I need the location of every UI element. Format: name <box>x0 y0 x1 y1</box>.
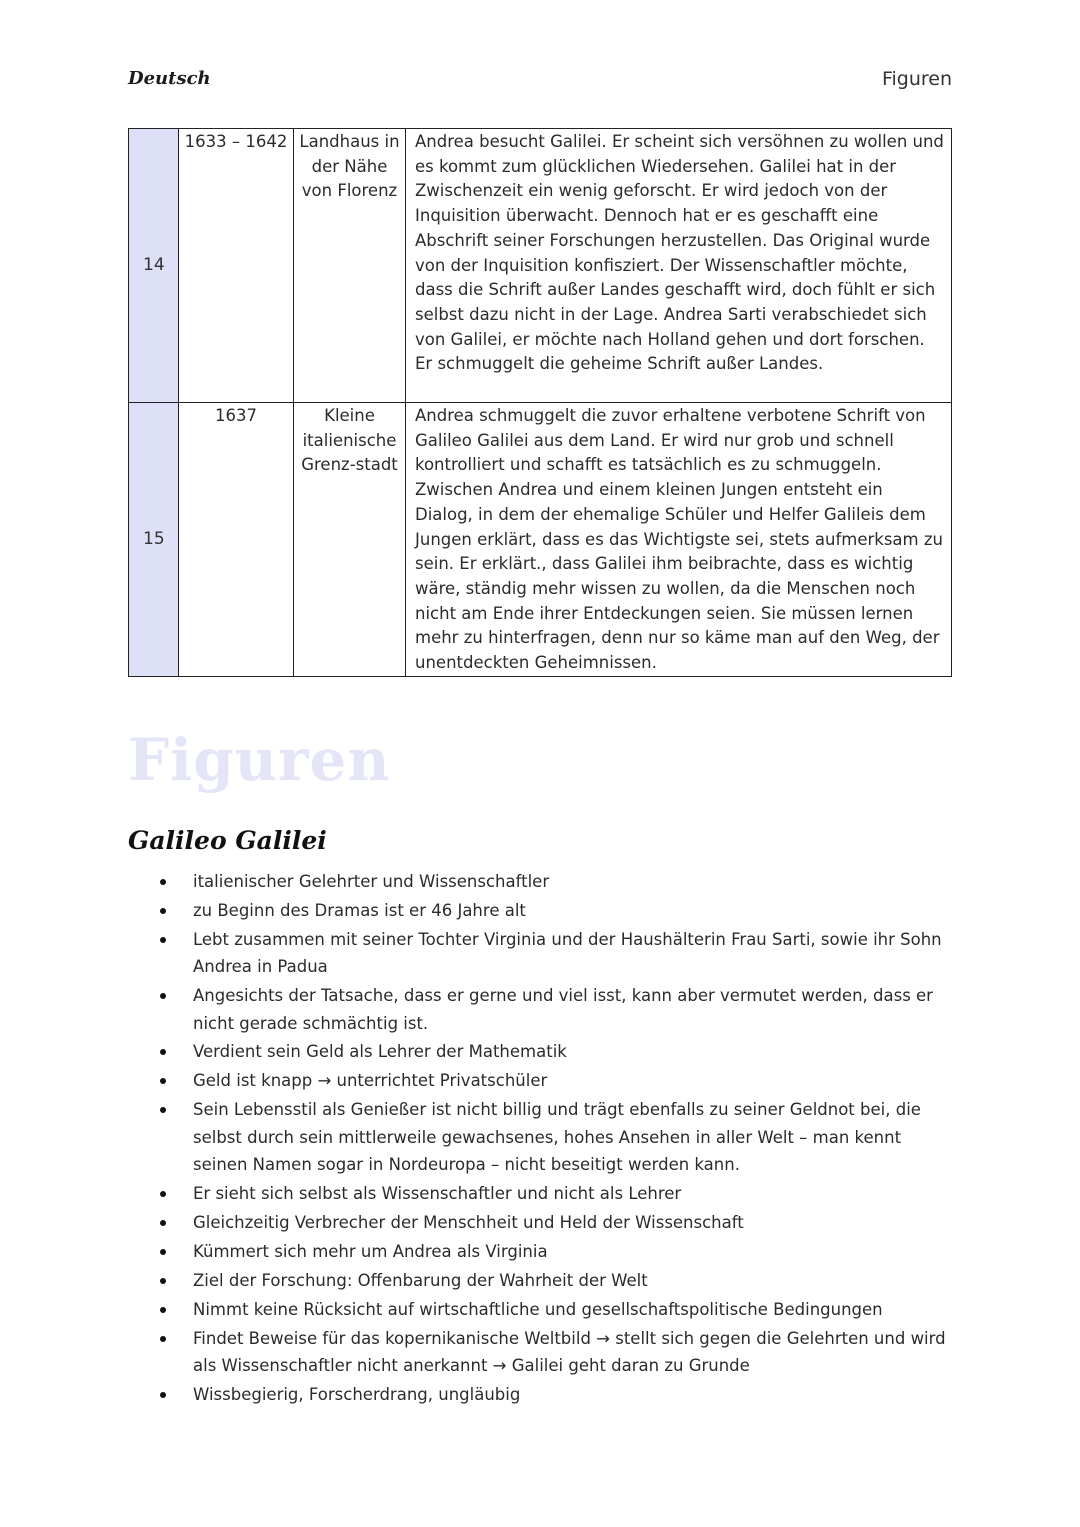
character-name: Galileo Galilei <box>128 826 327 855</box>
scene-place: Kleine italienische Grenz-stadt <box>294 403 406 677</box>
table-row <box>129 403 952 677</box>
list-item: Geld ist knapp → unterrichtet Privatschüler <box>193 1067 953 1094</box>
list-item: Sein Lebensstil als Genießer ist nicht billig und trägt ebenfalls zu seiner Geldnot bei, die selbst durch sein mittlerweile gewachsenes, hohes Ansehen in aller Welt – man kennt seinen Namen sogar in Nordeuropa – nicht beseitigt werden kann. <box>193 1096 953 1178</box>
table-row <box>129 129 952 403</box>
list-item: Verdient sein Geld als Lehrer der Mathematik <box>193 1038 953 1065</box>
list-item: Lebt zusammen mit seiner Tochter Virginia und der Haushälterin Frau Sarti, sowie ihr Sohn Andrea in Padua <box>193 926 953 981</box>
scene-description: Andrea schmuggelt die zuvor erhaltene verbotene Schrift von Galileo Galilei aus dem Land. Er wird nur grob und schnell kontrolliert und schafft es tatsächlich es zu schmuggeln. Zwischen Andrea und einem kleinen Jungen entsteht ein Dialog, in dem der ehemalige Schüler und Helfer Galileis dem Jungen erklärt, dass es das Wichtigste sei, stets aufmerksam zu sein. Er erklärt., dass Galilei ihm beibrachte, dass es wichtig wäre, ständig mehr wissen zu wollen, da die Menschen noch nicht am Ende ihrer Entdeckungen seien. Sie müssen lernen mehr zu hinterfragen, denn nur so käme man auf den Weg, der unentdeckten Geheimnissen. <box>406 403 952 677</box>
scene-table <box>128 128 952 677</box>
scene-number: 14 <box>129 129 179 403</box>
list-item: Ziel der Forschung: Offenbarung der Wahrheit der Welt <box>193 1267 953 1294</box>
character-traits-list <box>193 868 953 1410</box>
list-item: Wissbegierig, Forscherdrang, ungläubig <box>193 1381 953 1408</box>
scene-year: 1633 – 1642 <box>179 129 294 403</box>
list-item: Nimmt keine Rücksicht auf wirtschaftliche und gesellschaftspolitische Bedingungen <box>193 1296 953 1323</box>
list-item: Kümmert sich mehr um Andrea als Virginia <box>193 1238 953 1265</box>
scene-number: 15 <box>129 403 179 677</box>
scene-year: 1637 <box>179 403 294 677</box>
list-item: italienischer Gelehrter und Wissenschaftler <box>193 868 953 895</box>
scene-description: Andrea besucht Galilei. Er scheint sich versöhnen zu wollen und es kommt zum glücklichen Wiedersehen. Galilei hat in der Zwischenzeit ein wenig geforscht. Er wird jedoch von der Inquisition überwacht. Dennoch hat er es geschafft eine Abschrift seiner Forschungen herzustellen. Das Original wurde von der Inquisition konfisziert. Der Wissenschaftler möchte, dass die Schrift außer Landes geschafft wird, doch fühlt er sich selbst dazu nicht in der Lage. Andrea Sarti verabschiedet sich von Galilei, er möchte nach Holland gehen und dort forschen. Er schmuggelt die geheime Schrift außer Landes. <box>406 129 952 403</box>
list-item: Findet Beweise für das kopernikanische Weltbild → stellt sich gegen die Gelehrten und wird als Wissenschaftler nicht anerkannt → Galilei geht daran zu Grunde <box>193 1325 953 1380</box>
header-section: Figuren <box>881 68 952 90</box>
list-item: Er sieht sich selbst als Wissenschaftler und nicht als Lehrer <box>193 1180 953 1207</box>
header-subject: Deutsch <box>128 68 211 89</box>
list-item: Gleichzeitig Verbrecher der Menschheit und Held der Wissenschaft <box>193 1209 953 1236</box>
list-item: zu Beginn des Dramas ist er 46 Jahre alt <box>193 897 953 924</box>
list-item: Angesichts der Tatsache, dass er gerne und viel isst, kann aber vermutet werden, dass er nicht gerade schmächtig ist. <box>193 982 953 1037</box>
section-title: Figuren <box>128 726 391 794</box>
scene-place: Landhaus in der Nähe von Florenz <box>294 129 406 403</box>
